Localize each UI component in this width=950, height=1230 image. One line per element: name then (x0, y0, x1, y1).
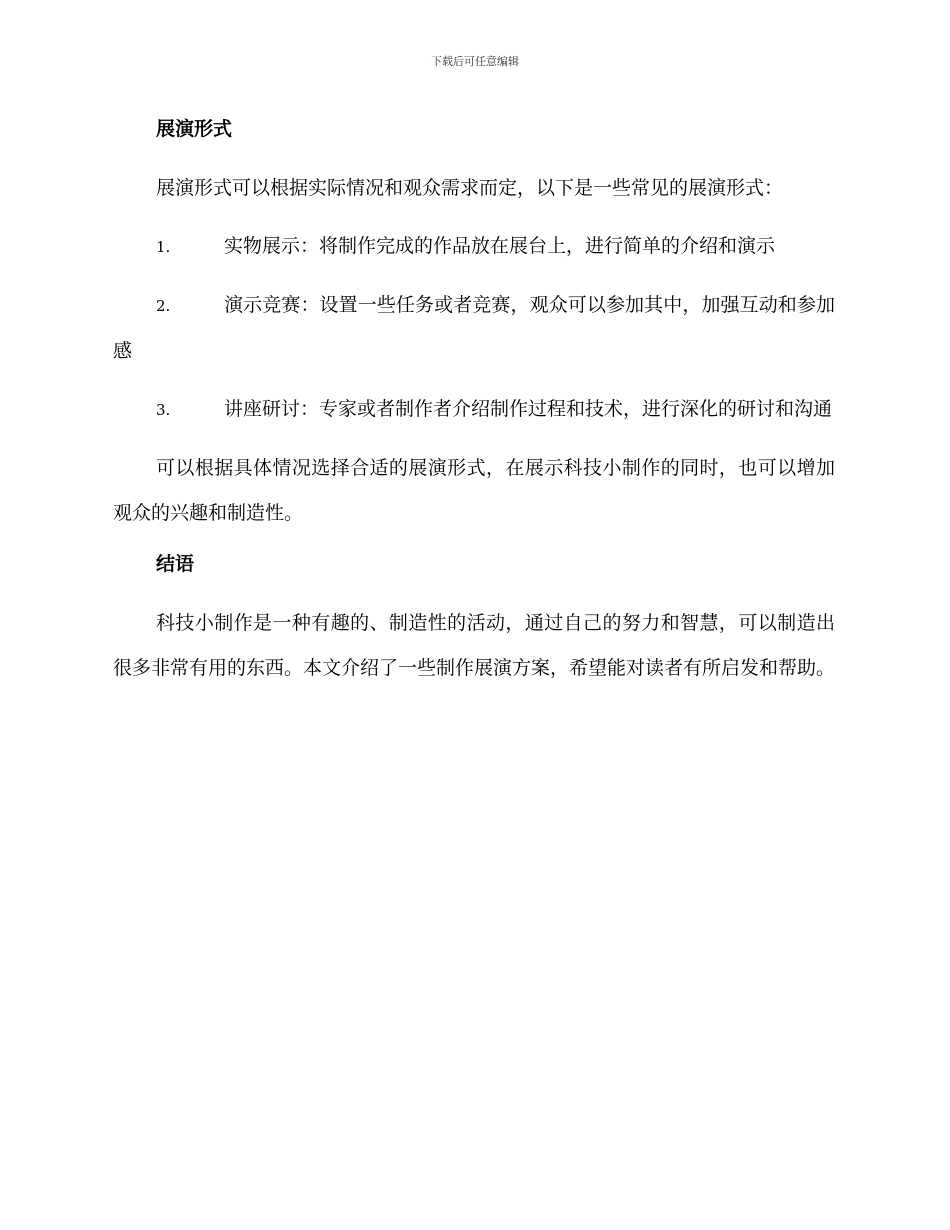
list-item-number: 3. (156, 401, 171, 419)
list-item-text: 演示竞赛：设置一些任务或者竞赛，观众可以参加其中，加强互动和参加感 (113, 294, 835, 362)
document-content (113, 112, 835, 691)
list-item-number: 1. (156, 238, 171, 256)
header-note: 下载后可任意编辑 (431, 55, 519, 68)
list-item-text: 讲座研讨：专家或者制作者介绍制作过程和技术，进行深化的研讨和沟通 (224, 398, 833, 420)
list-item (113, 224, 835, 270)
section-heading-conclusion: 结语 (156, 553, 195, 575)
list-item-number: 2. (156, 297, 171, 315)
section-heading-format: 展演形式 (156, 118, 233, 140)
format-intro-paragraph: 展演形式可以根据实际情况和观众需求而定，以下是一些常见的展演形式： (156, 177, 784, 199)
list-item (113, 283, 835, 374)
format-summary-paragraph: 可以根据具体情况选择合适的展演形式，在展示科技小制作的同时，也可以增加观众的兴趣和制造性。 (113, 457, 835, 524)
list-item-text: 实物展示：将制作完成的作品放在展台上，进行简单的介绍和演示 (224, 235, 776, 257)
conclusion-paragraph: 科技小制作是一种有趣的、制造性的活动，通过自己的努力和智慧，可以制造出很多非常有用的东西。本文介绍了一些制作展演方案，希望能对读者有所启发和帮助。 (113, 612, 836, 679)
list-item (113, 387, 835, 433)
